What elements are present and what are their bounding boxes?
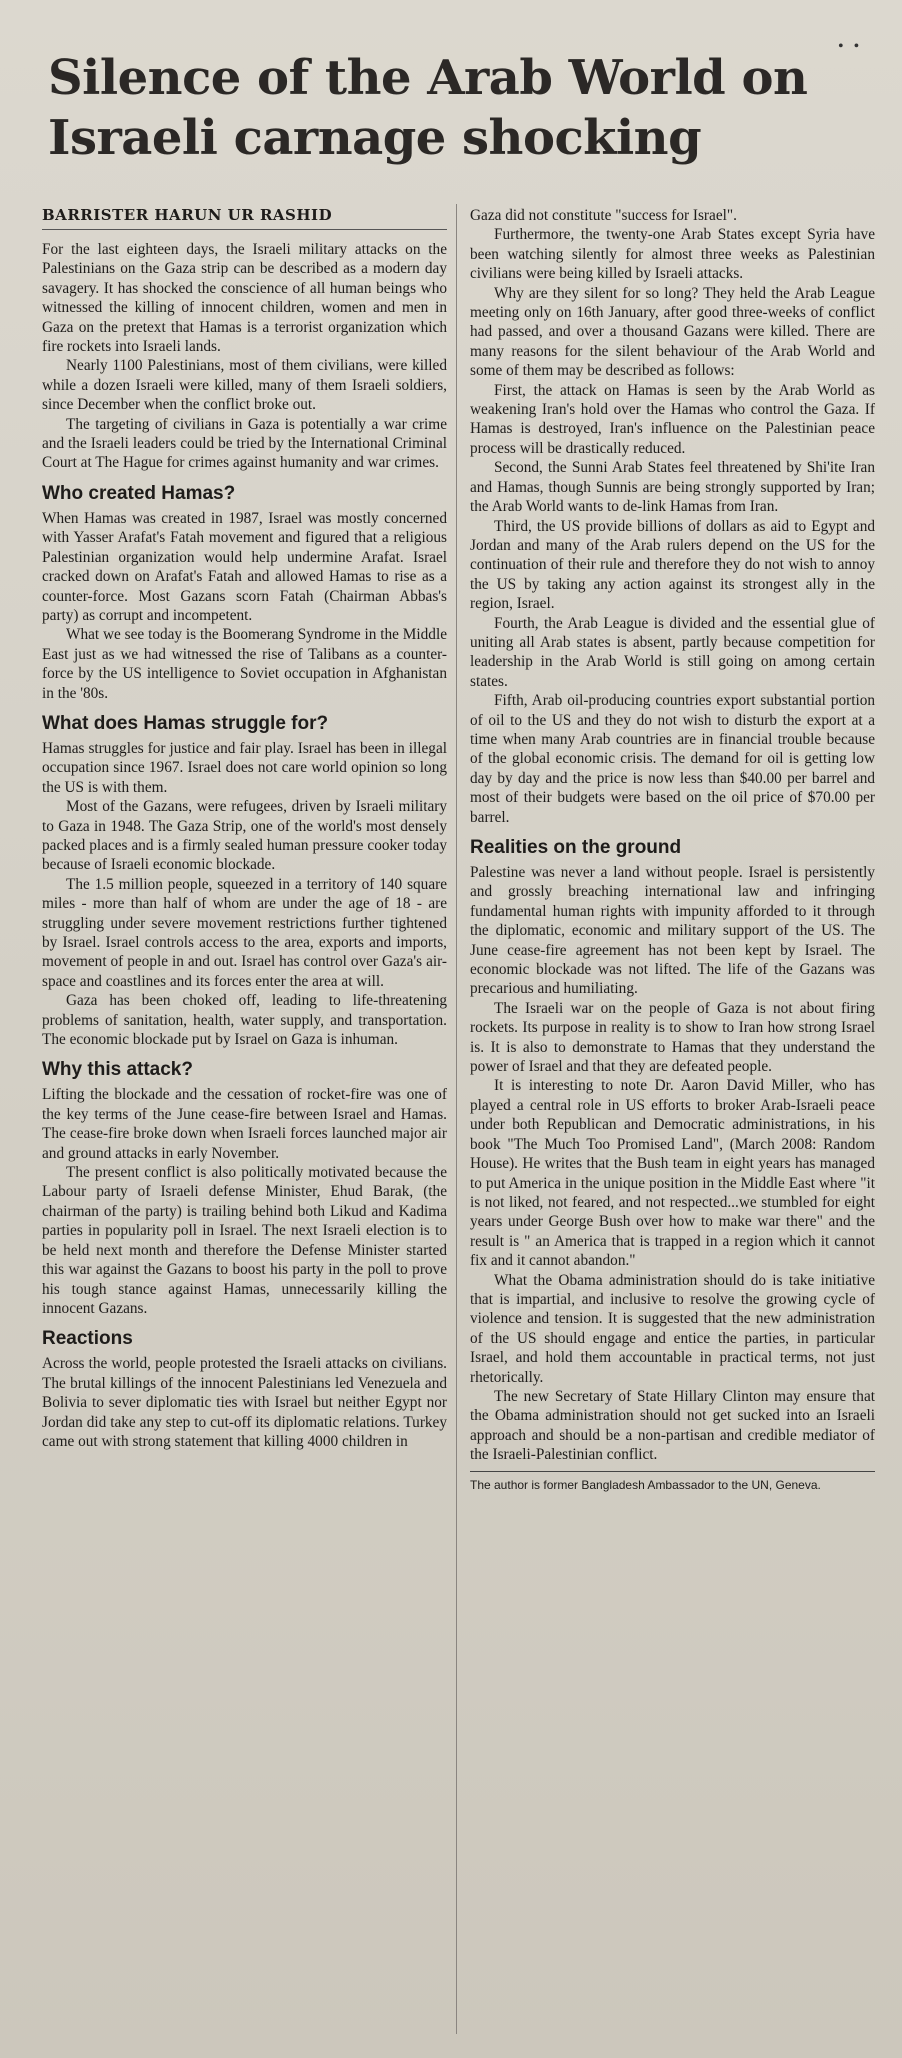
headline-line-2: Israeli carnage shocking [48,110,702,166]
left-column [42,206,447,1451]
subheading: Reactions [42,1328,133,1350]
paragraph: When Hamas was created in 1987, Israel was mostly concerned with Yasser Arafat's Fatah movement and figured that a religious Palestinian organization would help undermine Arafat. Israel cracked down on Arafat's Fatah and allowed Hamas to rise as a counter-force. Most Gazans scorn Fatah (Chairman Abbas's party) as corrupt and incompetent. [42,509,447,624]
paragraph: First, the attack on Hamas is seen by the Arab World as weakening Iran's hold over the Hamas who control the Gaza. If Hamas is destroyed, Iran's influence on the Palestinian peace process will be drastically reduced. [470,381,875,457]
right-column-body [470,206,875,1465]
paragraph: For the last eighteen days, the Israeli military attacks on the Palestinians on the Gaza strip can be described as a modern day savagery. It has shocked the conscience of all human beings who witnessed the killing of innocent children, women and men in Gaza on the pretext that Hamas is a terrorist organization which fire rockets into Israeli lands. [42,241,447,356]
paragraph: The new Secretary of State Hillary Clinton may ensure that the Obama administration should not get sucked into an Israeli approach and should be a non-partisan and credible mediator of the Israeli-Palestinian conflict. [470,1387,875,1464]
paragraph: Hamas struggles for justice and fair play. Israel has been in illegal occupation since 1967. Israel does not care world opinion so long the US is with them. [42,739,447,796]
right-column [470,206,875,1492]
paragraph: The present conflict is also politically motivated because the Labour party of Israeli defense Minister, Ehud Barak, (the chairman of the party) is trailing behind both Likud and Kadima parties in popularity poll in Israel. The next Israeli election is to be held next month and therefore the Defense Minister started this war against the Gazans to boost his party in the poll to prove his tough stance against Hamas, unnecessarily killing the innocent Gazans. [42,1164,447,1317]
paragraph: Why are they silent for so long? They held the Arab League meeting only on 16th January, after good three-weeks of conflict had passed, and over a thousand Gazans were killed. There are many reasons for the silent behaviour of the Arab World and some of them may be described as follows: [470,284,875,380]
paragraph: The Israeli war on the people of Gaza is not about firing rockets. Its purpose in reality is to show to Iran how strong Israel is. It is also to demonstrate to Hamas that they understand the power of Israel and that they are defeated people. [470,999,875,1076]
paragraph: Palestine was never a land without people. Israel is persistently and grossly breaching international law and infringing fundamental human rights with impunity afforded to it through the diplomatic, economic and military support of the US. The June cease-fire agreement has not been kept by Israel. The economic blockade was not lifted. The life of the Gazans was precarious and humiliating. [470,864,875,998]
paragraph: Second, the Sunni Arab States feel threatened by Shi'ite Iran and Hamas, though Sunnis are being strongly supported by Iran; the Arab World wants to de-link Hamas from Iran. [470,459,875,516]
left-column-body [42,240,447,1451]
paragraph: Fourth, the Arab League is divided and the essential glue of uniting all Arab states is absent, partly because competition for leadership in the Arab World is still going on among certain states. [470,614,875,690]
corner-marks: • • [838,38,863,55]
paragraph: What we see today is the Boomerang Syndrome in the Middle East just as we had witnessed the rise of Talibans as a counter-force by the US intelligence to Soviet occupation in Afghanistan in the '80s. [42,626,447,702]
paragraph: The 1.5 million people, squeezed in a territory of 140 square miles - more than half of whom are under the age of 18 - are struggling under severe movement restrictions further tightened by Israel. Israel controls access to the area, exports and imports, movement of people in and out. Israel has control over Gaza's air-space and coastlines and its forces enter the area at will. [42,875,447,990]
paragraph: Gaza did not constitute "success for Israel". [470,207,737,224]
headline-line-1: Silence of the Arab World on [48,50,808,106]
author-note: The author is former Bangladesh Ambassador to the UN, Geneva. [470,1471,875,1492]
subheading: Why this attack? [42,1059,193,1081]
paragraph: Furthermore, the twenty-one Arab States except Syria have been watching silently for almost three weeks as Palestinian civilians were being killed by Israeli attacks. [470,226,875,283]
subheading: What does Hamas struggle for? [42,712,329,734]
paragraph: Nearly 1100 Palestinians, most of them civilians, were killed while a dozen Israeli were killed, many of them Israeli soldiers, since December when the conflict broke out. [42,357,447,414]
paragraph: Third, the US provide billions of dollars as aid to Egypt and Jordan and many of the Arab rulers depend on the US for the continuation of their rule and therefore they do not wish to annoy the US by taking any action against its strongest ally in the region, Israel. [470,517,875,613]
paragraph: Most of the Gazans, were refugees, driven by Israeli military to Gaza in 1948. The Gaza Strip, one of the world's most densely packed places and is a firmly sealed human pressure cooker today because of Israeli economic blockade. [42,798,447,874]
paragraph: Across the world, people protested the Israeli attacks on civilians. The brutal killings of the innocent Palestinians led Venezuela and Bolivia to sever diplomatic ties with Israel but neither Egypt nor Jordan did take any step to cut-off its diplomatic relations. Turkey came out with strong statement that killing 4000 children in [42,1355,447,1450]
paragraph: It is interesting to note Dr. Aaron David Miller, who has played a central role in US efforts to broker Arab-Israeli peace under both Republican and Democratic administrations, in his book "The Much Too Promised Land", (March 2008: Random House). He writes that the Bush team in eight years has managed to put America in the unique position in the Middle East where "it is not liked, not feared, and not respected...we stumbled for eight years under George Bush over how to make war there" and the result is " an America that is trapped in a region which it cannot fix and it cannot abandon." [470,1077,875,1270]
paragraph: Lifting the blockade and the cessation of rocket-fire was one of the key terms of the June cease-fire between Israel and Hamas. The cease-fire broke down when Israeli forces launched major air and ground attacks in early November. [42,1086,447,1162]
paragraph: The targeting of civilians in Gaza is potentially a war crime and the Israeli leaders could be tried by the International Criminal Court at The Hague for crimes against humanity and war crimes. [42,415,447,472]
subheading: Who created Hamas? [42,482,236,504]
paragraph: Fifth, Arab oil-producing countries export substantial portion of oil to the US and they do not wish to disturb the export at a time when many Arab countries are in financial trouble because of the global economic crisis. The demand for oil is getting low day by day and the price is now less than $40.00 per barrel and most of their budgets were based on the oil price of $70.00 per barrel. [470,692,875,826]
column-divider [456,204,457,2034]
headline [48,48,868,168]
paragraph: Gaza has been choked off, leading to life-threatening problems of sanitation, health, water supply, and transportation. The economic blockade put by Israel on Gaza is inhuman. [42,992,447,1049]
paragraph: What the Obama administration should do is take initiative that is impartial, and inclusive to resolve the growing cycle of violence and tension. It is suggested that the new administration of the US should engage and entice the parties, in particular Israel, and hold them accountable in practical terms, not just rhetorically. [470,1271,875,1386]
subheading: Realities on the ground [470,837,682,858]
byline: BARRISTER HARUN UR RASHID [42,206,447,230]
